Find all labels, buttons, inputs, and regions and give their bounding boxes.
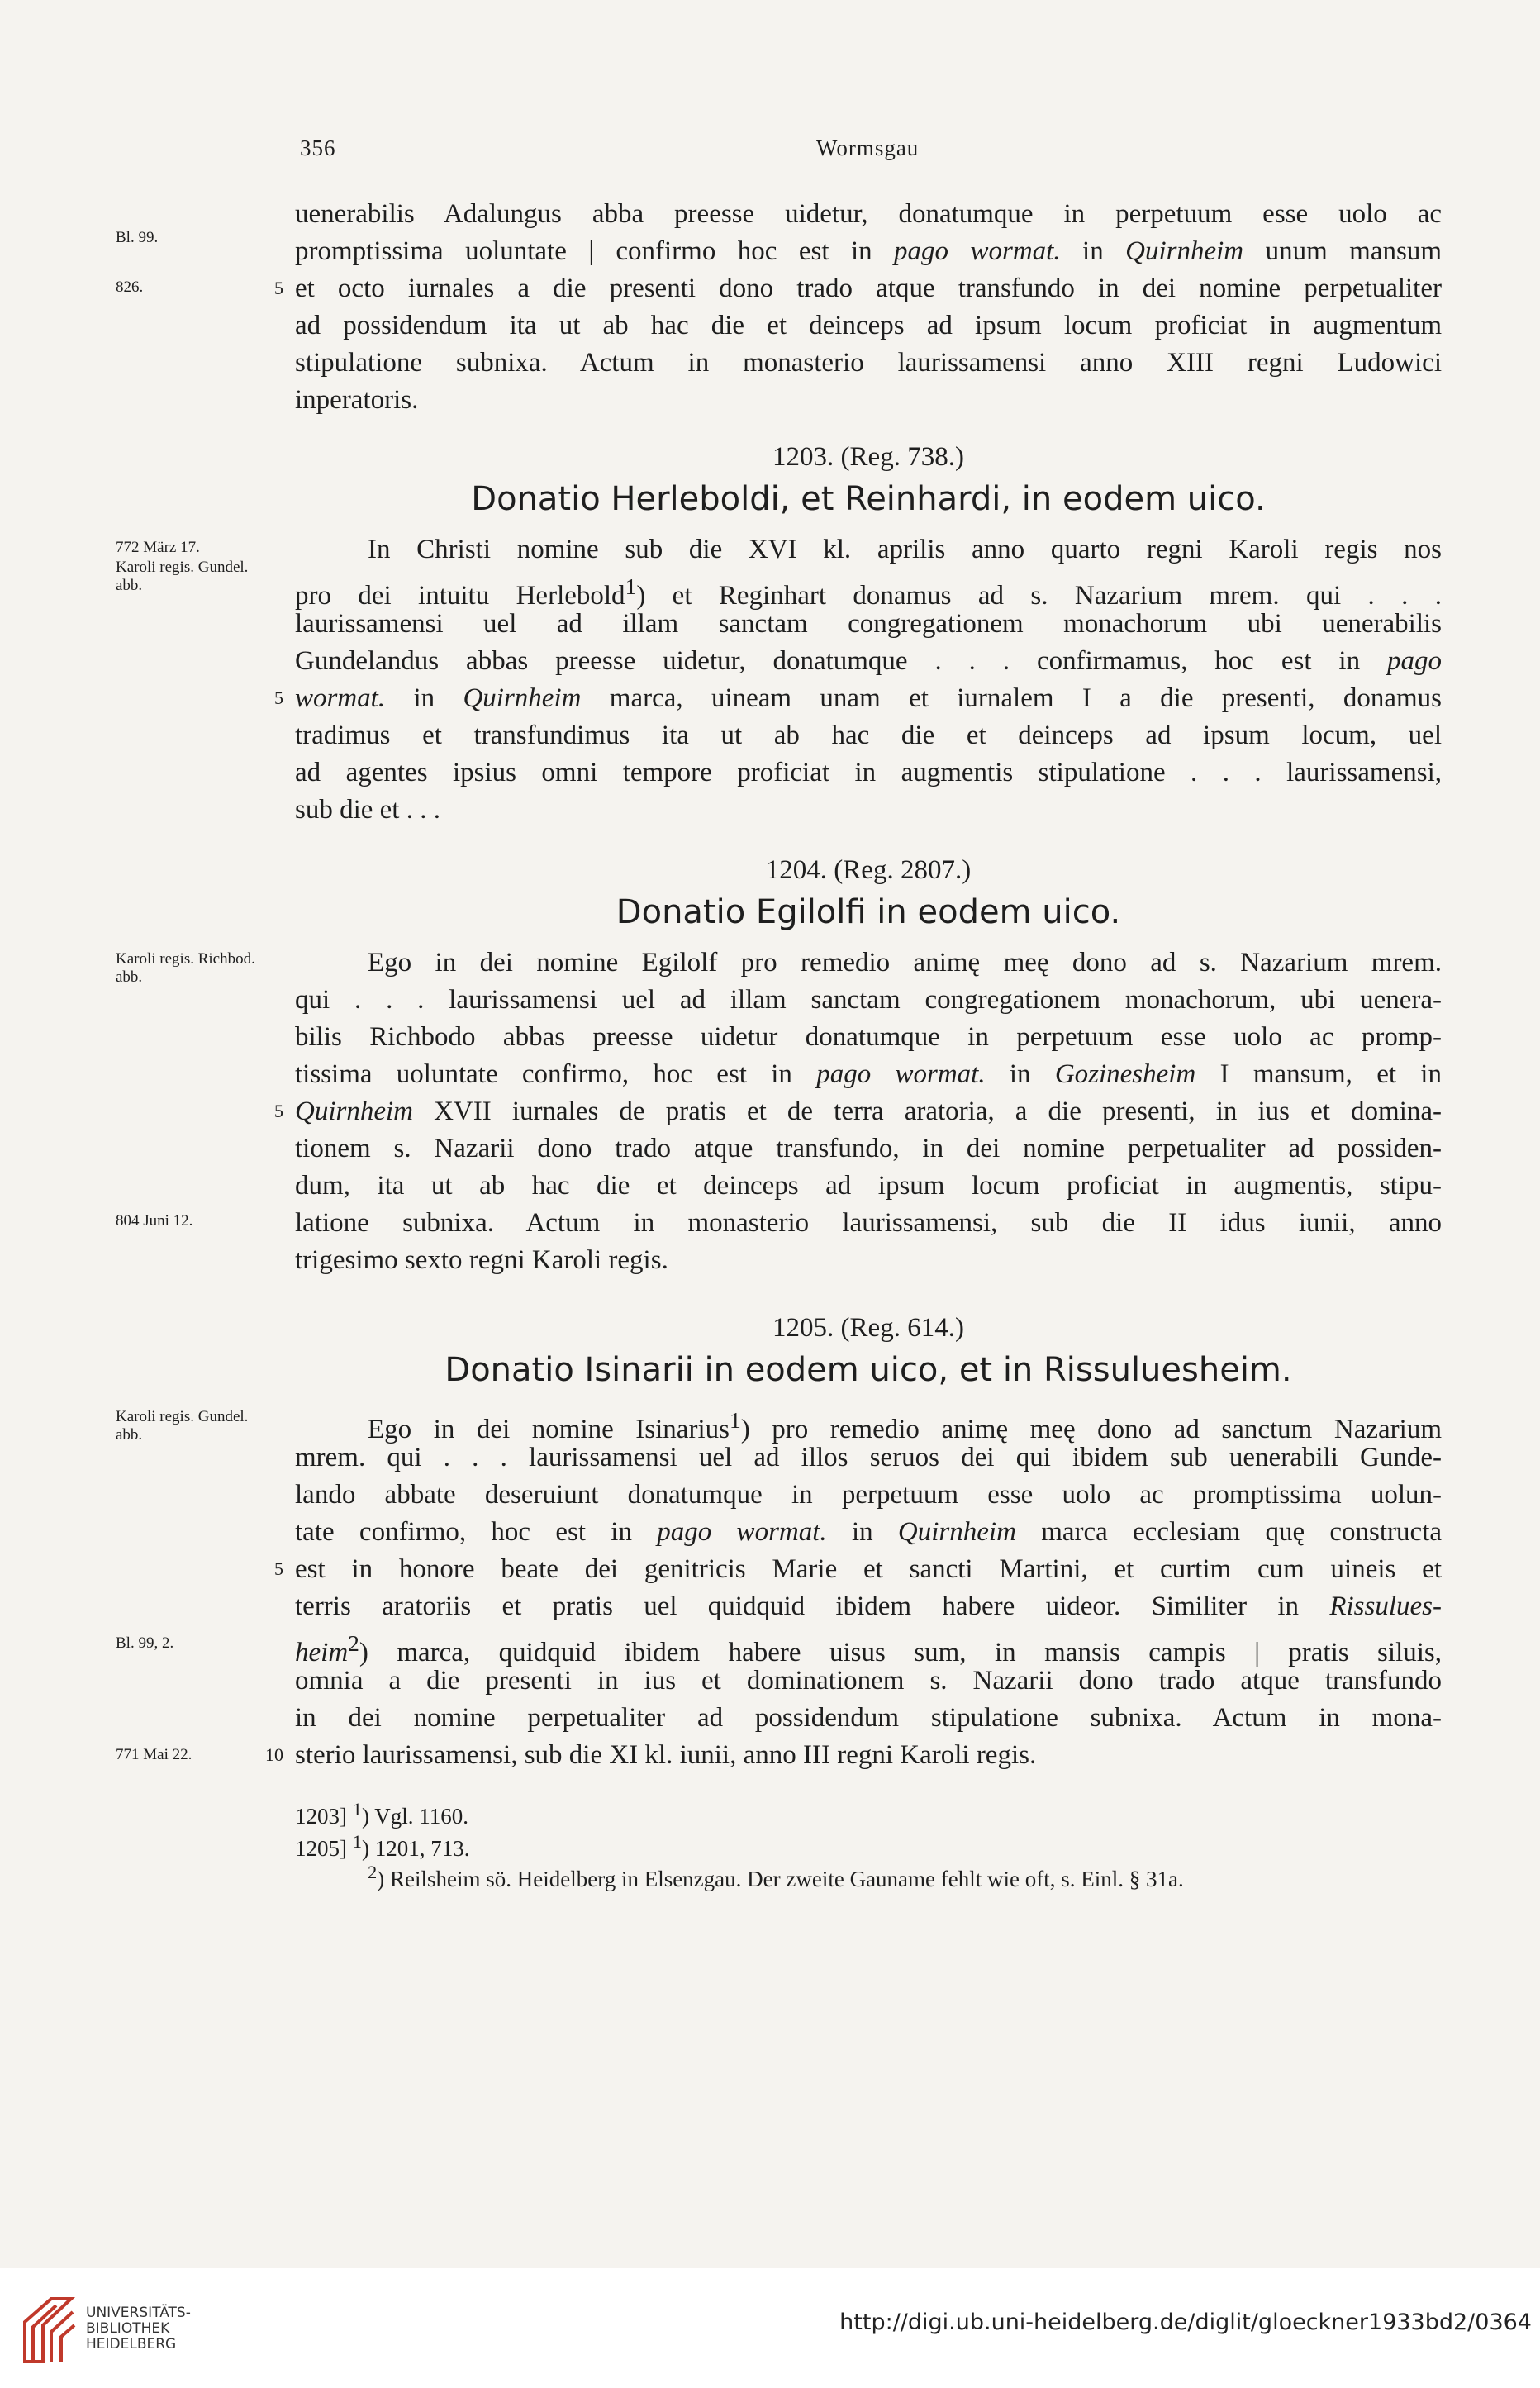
source-url-link[interactable]: http://digi.ub.uni-heidelberg.de/diglit/gloeckner1933bd2/0364 (839, 2310, 1532, 2335)
margin-note-date: 771 Mai 22. (116, 1746, 192, 1763)
footnote: 1203] $^1$) Vgl. 1160. (295, 1799, 469, 1829)
text-line: uenerabilis Adalungus abba preesse uidetur, donatumque in perpetuum esse uolo ac (295, 199, 1442, 229)
line-number: 10 (265, 1744, 283, 1765)
text-line: in dei nomine perpetualiter ad possidendum stipulatione subnixa. Actum in mona- (295, 1703, 1442, 1733)
text-line: sterio laurissamensi, sub die XI kl. iunii, anno III regni Karoli regis. (295, 1740, 1037, 1770)
margin-note-bl: Bl. 99. (116, 229, 159, 246)
text-line: ad possidendum ita ut ab hac die et deinceps ad ipsum locum proficiat in augmentum (295, 311, 1442, 340)
text-line: Gundelandus abbas preesse uidetur, donatumque . . . confirmamus, hoc est in pago (295, 646, 1442, 676)
text-line: stipulatione subnixa. Actum in monasterio laurissamensi anno XIII regni Ludowici (295, 348, 1442, 378)
text-line: Quirnheim XVII iurnales de pratis et de terra aratoria, a die presenti, in ius et domina- (295, 1096, 1442, 1126)
text-line: est in honore beate dei genitricis Marie et sancti Martini, et curtim cum uineis et (295, 1554, 1442, 1584)
text-line: heim$^2$) marca, quidquid ibidem habere uisus sum, in mansis campis | pratis siluis, (295, 1630, 1442, 1667)
text-line: In Christi nomine sub die XVI kl. aprilis anno quarto regni Karoli regis nos (368, 535, 1442, 564)
margin-note-ruler: Karoli regis. Gundel. abb. (116, 1408, 249, 1444)
library-logo-icon (18, 2289, 79, 2368)
text-line: qui . . . laurissamensi uel ad illam sanctam congregationem monachorum, ubi uenera- (295, 985, 1442, 1015)
text-line: sub die et . . . (295, 795, 440, 825)
text-line: promptissima uoluntate | confirmo hoc est in pago wormat. in Quirnheim unum mansum (295, 236, 1443, 266)
text-line: Ego in dei nomine Egilolf pro remedio animę meę dono ad s. Nazarium mrem. (368, 948, 1442, 978)
library-name-line: HEIDELBERG (86, 2336, 177, 2352)
line-number: 5 (274, 1101, 283, 1121)
text-line: wormat. in Quirnheim marca, uineam unam et iurnalem I a die presenti, donamus (295, 683, 1442, 713)
text-line: mrem. qui . . . laurissamensi uel ad illos seruos dei qui ibidem sub uenerabili Gunde- (295, 1443, 1442, 1472)
text-line: bilis Richbodo abbas preesse uidetur donatumque in perpetuum esse uolo ac promp- (295, 1022, 1442, 1052)
margin-note-date: 772 März 17. (116, 539, 200, 556)
text-line: tissima uoluntate confirmo, hoc est in pago wormat. in Gozinesheim I mansum, et in (295, 1059, 1442, 1089)
text-line: lando abbate deseruiunt donatumque in perpetuum esse uolo ac promptissima uolun- (295, 1480, 1442, 1510)
margin-note-bl: Bl. 99, 2. (116, 1634, 174, 1652)
text-line: laurissamensi uel ad illam sanctam congregationem monachorum ubi uenerabilis (295, 609, 1442, 639)
entry-heading: Donatio Herleboldi, et Reinhardi, in eodem uico. (471, 480, 1266, 518)
text-line: Ego in dei nomine Isinarius$^1$) pro remedio animę meę dono ad sanctum Nazarium (368, 1407, 1442, 1444)
text-line: tate confirmo, hoc est in pago wormat. in Quirnheim marca ecclesiam quę constructa (295, 1517, 1443, 1547)
text-line: omnia a die presenti in ius et dominationem s. Nazarii dono trado atque transfundo (295, 1666, 1442, 1696)
margin-note-ruler: Karoli regis. Richbod. abb. (116, 950, 255, 986)
library-name-line: BIBLIOTHEK (86, 2320, 170, 2337)
margin-note-date: 826. (116, 278, 144, 296)
margin-note-date: 804 Juni 12. (116, 1212, 193, 1230)
line-number: 5 (274, 278, 283, 298)
text-line: et octo iurnales a die presenti dono trado atque transfundo in dei nomine perpetualiter (295, 274, 1442, 303)
running-title: Wormsgau (816, 136, 920, 160)
margin-note-ruler: Karoli regis. Gundel. abb. (116, 559, 249, 594)
footnote: $^2$) Reilsheim sö. Heidelberg in Elsenzgau. Der zweite Gauname fehlt wie oft, s. Einl. § 31a. (368, 1862, 1184, 1891)
entry-number: 1203. (Reg. 738.) (772, 442, 964, 472)
entry-heading: Donatio Egilolfi in eodem uico. (616, 893, 1121, 931)
text-line: inperatoris. (295, 385, 419, 415)
page-number: 356 (300, 136, 336, 160)
entry-number: 1205. (Reg. 614.) (772, 1313, 964, 1343)
text-line: pro dei intuitu Herlebold$^1$) et Reginhart donamus ad s. Nazarium mrem. qui . . . (295, 573, 1442, 611)
library-name (86, 2305, 191, 2352)
line-number: 5 (274, 687, 283, 708)
text-line: trigesimo sexto regni Karoli regis. (295, 1245, 668, 1275)
text-line: dum, ita ut ab hac die et deinceps ad ipsum locum proficiat in augmentis, stipu- (295, 1171, 1442, 1201)
entry-heading: Donatio Isinarii in eodem uico, et in Rissuluesheim. (444, 1351, 1292, 1389)
text-line: ad agentes ipsius omni tempore proficiat in augmentis stipulatione . . . laurissamensi, (295, 758, 1442, 787)
line-number: 5 (274, 1558, 283, 1579)
text-line: terris aratoriis et pratis uel quidquid ibidem habere uideor. Similiter in Rissulues- (295, 1591, 1442, 1621)
text-line: latione subnixa. Actum in monasterio laurissamensi, sub die II idus iunii, anno (295, 1208, 1442, 1238)
entry-number: 1204. (Reg. 2807.) (765, 855, 972, 885)
text-line: tionem s. Nazarii dono trado atque transfundo, in dei nomine perpetualiter ad possiden- (295, 1134, 1442, 1163)
footnote: 1205] $^1$) 1201, 713. (295, 1831, 470, 1861)
text-line: tradimus et transfundimus ita ut ab hac die et deinceps ad ipsum locum, uel (295, 721, 1442, 750)
library-name-line: UNIVERSITÄTS- (86, 2305, 191, 2321)
